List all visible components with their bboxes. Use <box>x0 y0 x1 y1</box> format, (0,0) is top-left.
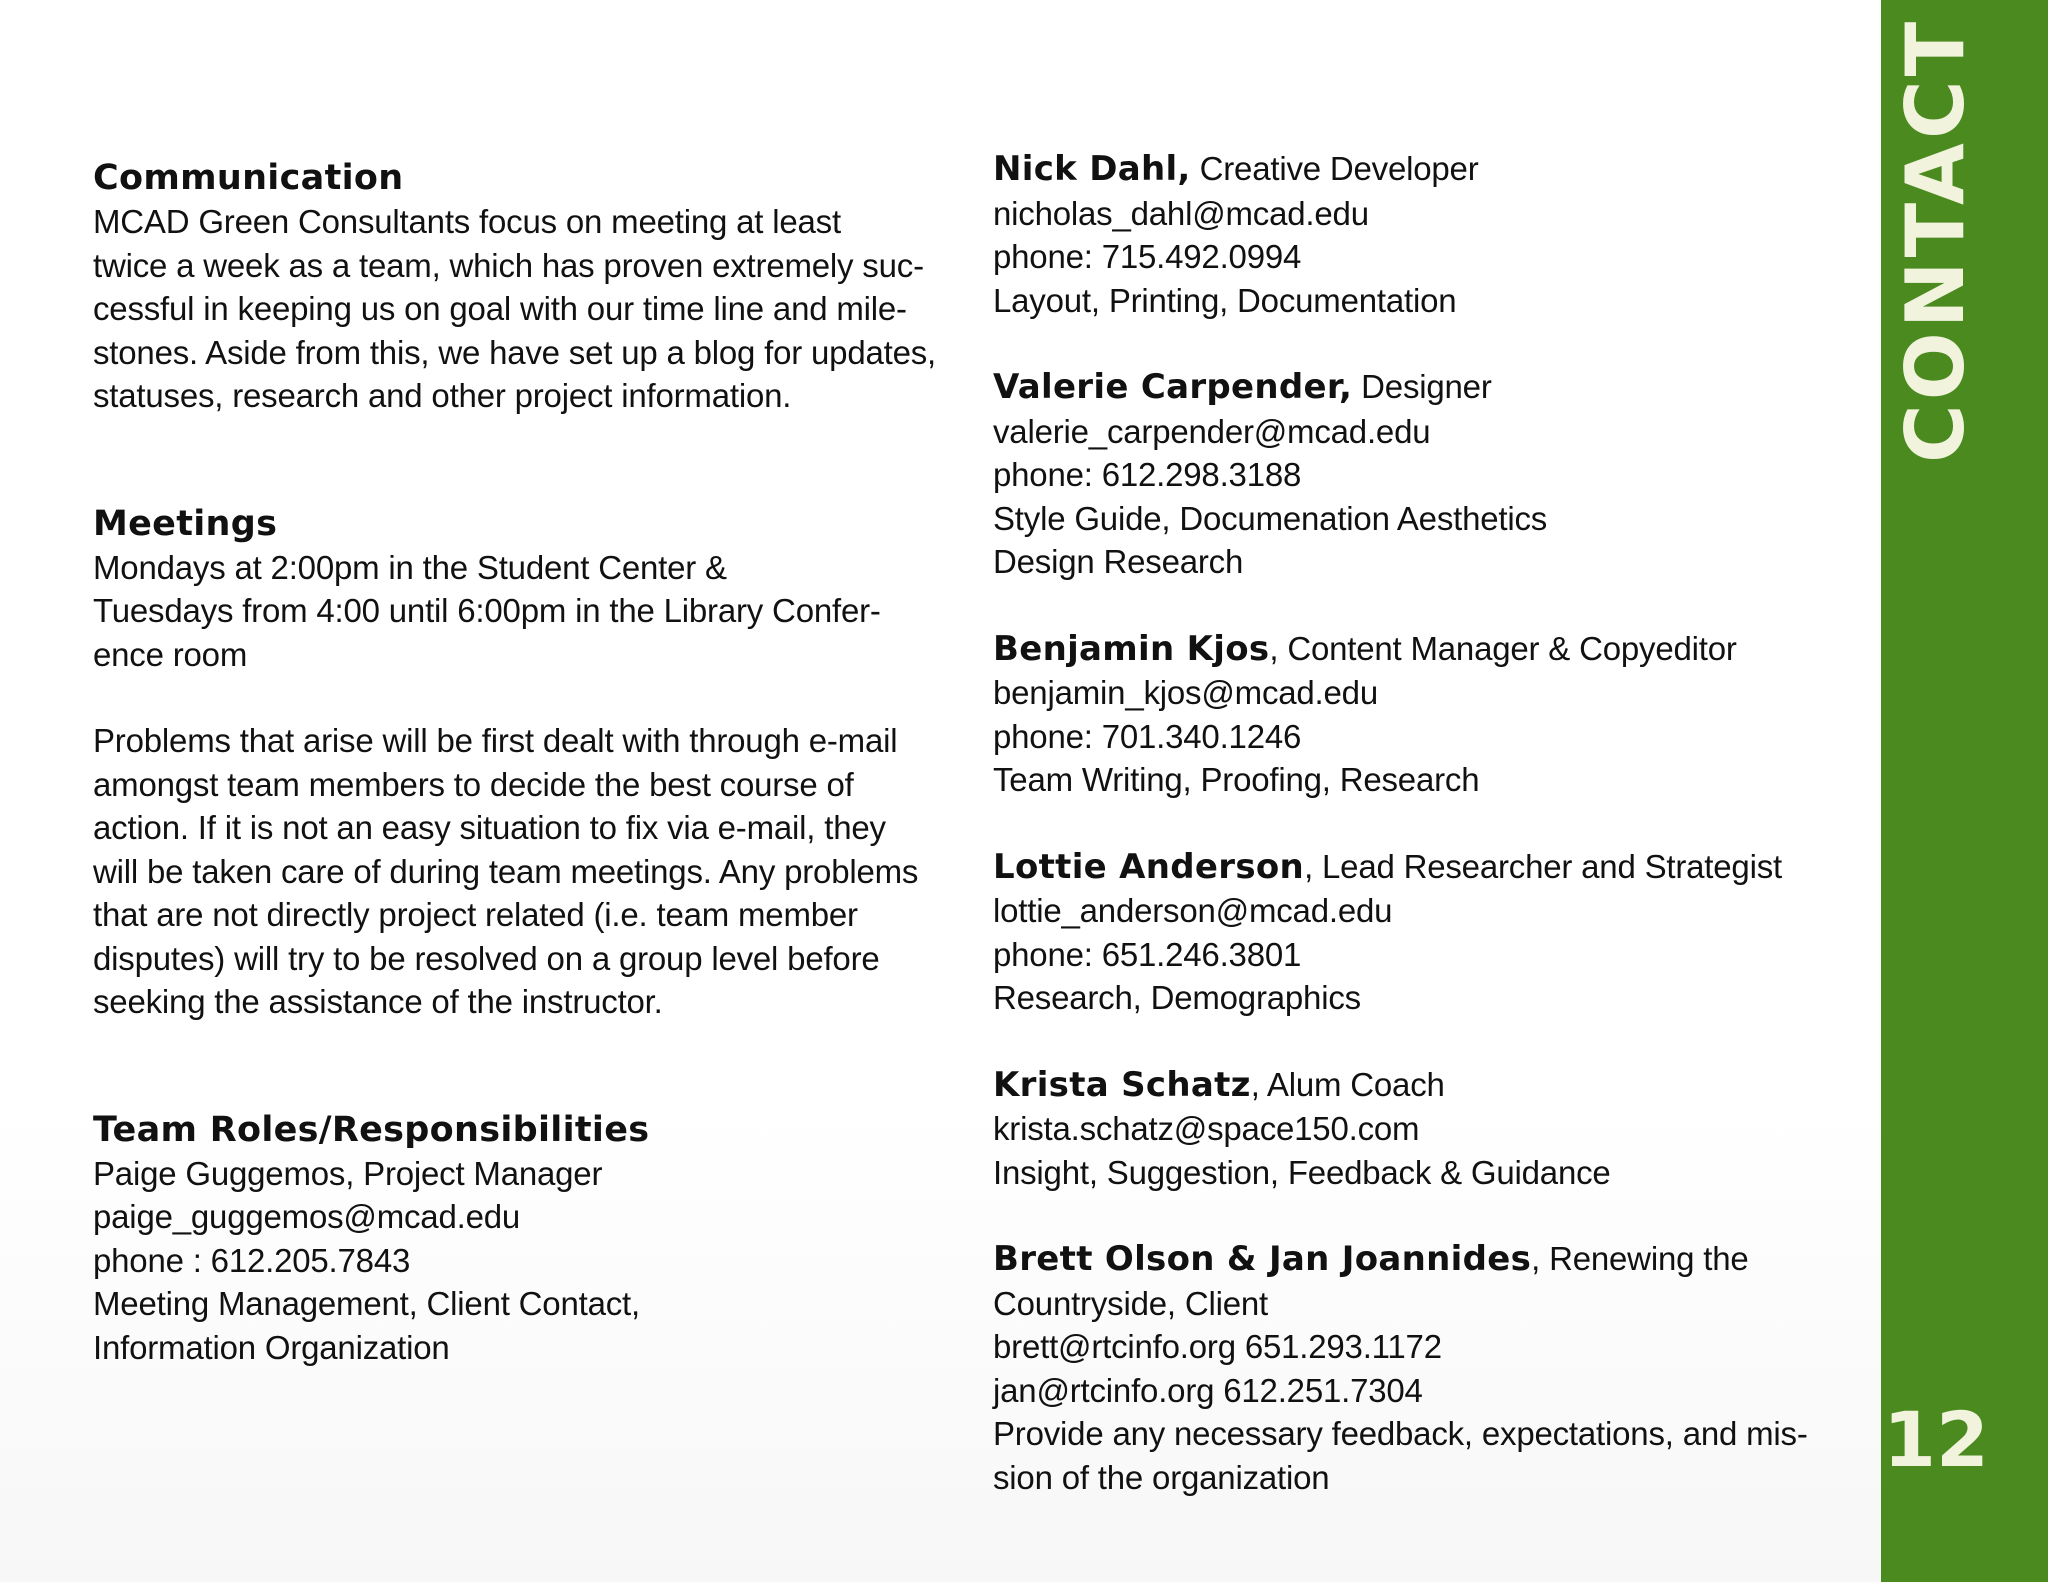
communication-section <box>93 156 953 418</box>
text-line: will be taken care of during team meetings. Any problems <box>93 852 919 890</box>
text-line: Information Organization <box>93 1328 450 1366</box>
meetings-heading: Meetings <box>93 503 278 544</box>
text-line: cessful in keeping us on goal with our time line and mile- <box>93 290 907 327</box>
contact-name: Brett Olson & Jan Joannides <box>993 1239 1532 1279</box>
contact-role: Creative Developer <box>1190 150 1479 187</box>
problems-body <box>93 719 953 1024</box>
text-line: disputes) will try to be resolved on a group level before <box>93 939 880 977</box>
contact-heading <box>993 1063 1813 1108</box>
page-number: 12 <box>1883 1395 1989 1484</box>
contact-duties: Design Research <box>993 543 1244 580</box>
contact-name: Lottie Anderson <box>993 846 1305 887</box>
contact-phone: phone: 715.492.0994 <box>993 238 1302 275</box>
spacer <box>93 418 953 506</box>
text-line: action. If it is not an easy situation to fix via e-mail, they <box>93 809 886 846</box>
contact-heading <box>993 845 1813 890</box>
contact-phone: phone: 612.298.3188 <box>993 456 1302 493</box>
contact-name: Valerie Carpender, <box>993 367 1353 407</box>
contact-phone: phone: 701.340.1246 <box>993 717 1302 755</box>
contact-role: , Renewing the <box>1531 1240 1749 1277</box>
meetings-section <box>93 502 953 1024</box>
spacer <box>93 1024 953 1108</box>
sidebar-title: CONTACT <box>1889 17 1982 463</box>
team-roles-section <box>93 1108 953 1370</box>
text-line: stones. Aside from this, we have set up a blog for updates, <box>93 333 937 371</box>
contact-entry <box>993 627 1813 802</box>
contact-email: nicholas_dahl@mcad.edu <box>993 194 1369 232</box>
text-line: Mondays at 2:00pm in the Student Center & <box>93 548 727 586</box>
contact-entry <box>993 1237 1813 1499</box>
contacts-column <box>993 147 1813 1542</box>
contact-entry <box>993 845 1813 1020</box>
contact-heading <box>993 147 1813 192</box>
meetings-body <box>93 546 953 677</box>
contact-name: Nick Dahl, <box>993 149 1191 189</box>
team-roles-body <box>93 1152 953 1370</box>
text-line: Paige Guggemos, Project Manager <box>93 1154 603 1192</box>
contact-role-cont: Countryside, Client <box>993 1284 1268 1322</box>
contact-duties: Provide any necessary feedback, expectations, and mis- <box>993 1415 1808 1452</box>
text-line: paige_guggemos@mcad.edu <box>93 1198 521 1235</box>
contact-entry <box>993 147 1813 322</box>
communication-heading: Communication <box>93 158 404 198</box>
contact-duties: Style Guide, Documenation Aesthetics <box>993 499 1548 537</box>
text-line: MCAD Green Consultants focus on meeting at least <box>93 203 841 240</box>
text-line: Problems that arise will be first dealt with through e-mail <box>93 722 898 759</box>
contact-phone: phone: 651.246.3801 <box>993 935 1302 973</box>
text-line: twice a week as a team, which has proven extremely suc- <box>93 246 924 284</box>
contact-role: , Alum Coach <box>1250 1065 1445 1103</box>
contact-role: , Lead Researcher and Strategist <box>1304 847 1782 885</box>
text-line: amongst team members to decide the best course of <box>93 765 854 803</box>
contact-role: Designer <box>1352 368 1492 405</box>
contact-name: Benjamin Kjos <box>993 628 1270 669</box>
contact-duties: Research, Demographics <box>993 979 1361 1016</box>
contact-email: jan@rtcinfo.org 612.251.7304 <box>993 1371 1423 1409</box>
contact-duties: Team Writing, Proofing, Research <box>993 761 1480 798</box>
contact-email: krista.schatz@space150.com <box>993 1110 1420 1147</box>
contact-entry <box>993 1063 1813 1195</box>
contact-heading <box>993 1237 1813 1282</box>
text-line: Tuesdays from 4:00 until 6:00pm in the Library Confer- <box>93 592 881 629</box>
contact-email: brett@rtcinfo.org 651.293.1172 <box>993 1328 1442 1365</box>
team-roles-heading: Team Roles/Responsibilities <box>93 1109 650 1150</box>
contact-duties: sion of the organization <box>993 1458 1330 1496</box>
contact-email: valerie_carpender@mcad.edu <box>993 412 1431 450</box>
text-line: phone : 612.205.7843 <box>93 1241 411 1279</box>
contact-duties: Layout, Printing, Documentation <box>993 281 1457 319</box>
text-line: Meeting Management, Client Contact, <box>93 1285 640 1322</box>
left-column <box>93 156 953 1369</box>
text-line: that are not directly project related (i.e. team member <box>93 896 858 933</box>
text-line: seeking the assistance of the instructor. <box>93 983 663 1020</box>
contact-email: lottie_anderson@mcad.edu <box>993 892 1393 929</box>
contact-duties: Insight, Suggestion, Feedback & Guidance <box>993 1153 1611 1191</box>
contact-entry <box>993 365 1813 584</box>
spacer <box>93 676 953 719</box>
contact-heading <box>993 365 1813 410</box>
contact-name: Krista Schatz <box>993 1064 1251 1105</box>
contact-role: , Content Manager & Copyeditor <box>1269 629 1737 667</box>
contact-email: benjamin_kjos@mcad.edu <box>993 674 1378 711</box>
contact-heading <box>993 627 1813 672</box>
text-line: ence room <box>93 635 248 673</box>
text-line: statuses, research and other project information. <box>93 377 792 414</box>
communication-body <box>93 200 953 418</box>
